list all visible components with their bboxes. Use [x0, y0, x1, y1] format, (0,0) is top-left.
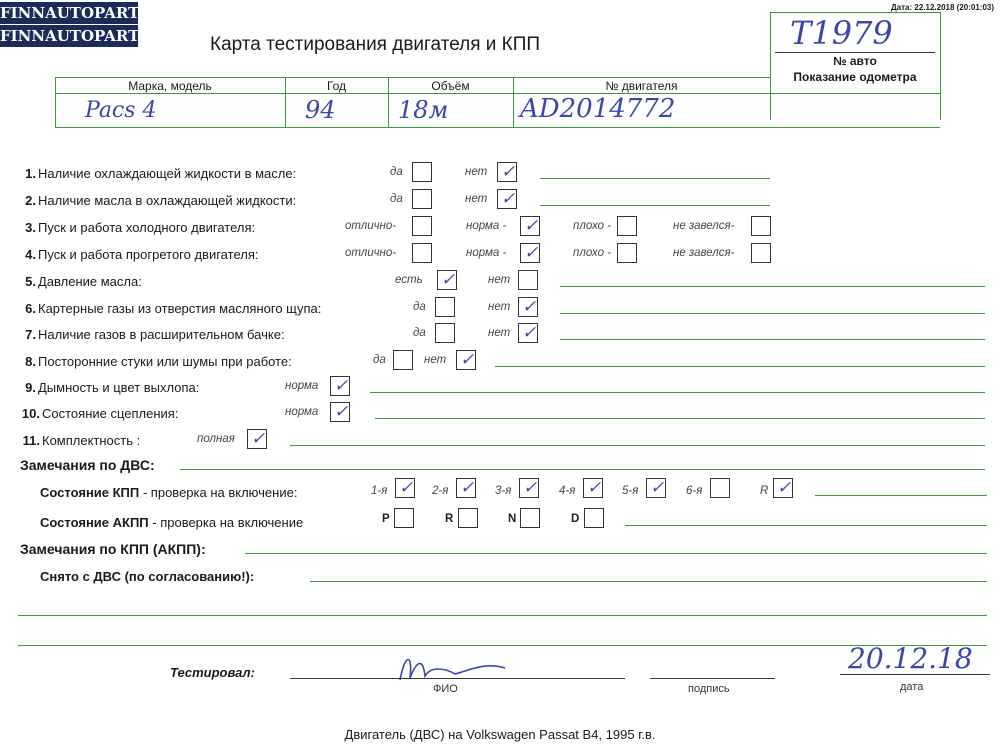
mode-label: P — [382, 513, 390, 525]
check-mark-icon: ✓ — [334, 402, 349, 422]
option-label: норма - — [466, 247, 507, 259]
photo-caption: Двигатель (ДВС) на Volkswagen Passat B4, 1995 г.в. — [344, 727, 656, 742]
divider — [940, 12, 941, 120]
date-stamp: Дата: 22.12.2018 (20:01:03) — [890, 3, 994, 12]
option-label: да — [413, 301, 426, 313]
option-label: нет — [488, 274, 511, 286]
gear-label: 4-я — [559, 485, 576, 497]
divider — [55, 127, 940, 128]
option-label: да — [413, 327, 426, 339]
option-label: норма — [285, 380, 319, 392]
question-text: Посторонние стуки или шумы при работе: — [38, 354, 292, 369]
question-text: Пуск и работа холодного двигателя: — [38, 220, 256, 235]
checkbox[interactable] — [412, 243, 432, 263]
answer-line[interactable] — [540, 178, 770, 179]
divider — [775, 52, 935, 53]
check-mark-icon: ✓ — [334, 376, 349, 396]
removed-line[interactable] — [310, 581, 987, 582]
akpp-line[interactable] — [625, 525, 987, 526]
notes-line[interactable] — [18, 645, 987, 646]
check-mark-icon: ✓ — [523, 478, 538, 498]
question-text: Пуск и работа прогретого двигателя: — [38, 247, 259, 262]
option-label: плохо - — [573, 247, 611, 259]
checkbox[interactable] — [518, 270, 538, 290]
mode-label: D — [571, 513, 580, 525]
divider — [55, 93, 940, 94]
brand-header: Марка, модель — [128, 79, 212, 93]
checkbox[interactable] — [435, 323, 455, 343]
check-mark-icon: ✓ — [522, 323, 537, 343]
tested-by-label: Тестировал: — [170, 665, 255, 680]
year-value: 94 — [305, 96, 336, 124]
mode-checkbox[interactable] — [584, 508, 604, 528]
check-mark-icon: ✓ — [524, 216, 539, 236]
question-text: Наличие масла в охлаждающей жидкости: — [38, 193, 297, 208]
check-mark-icon: ✓ — [460, 478, 475, 498]
gear-label: R — [760, 485, 769, 497]
question-number: 5. — [25, 274, 36, 289]
gear-label: 5-я — [622, 485, 639, 497]
watermark-logo: FINNAUTOPARTS — [0, 27, 151, 45]
car-number-value: T1979 — [790, 14, 893, 52]
akpp-label: Состояние АКПП - проверка на включение — [40, 515, 304, 530]
kpp-line[interactable] — [815, 495, 987, 496]
signature-image — [395, 648, 515, 686]
option-label: нет — [488, 301, 511, 313]
option-label: нет — [465, 166, 488, 178]
answer-line[interactable] — [560, 339, 985, 340]
check-mark-icon: ✓ — [524, 243, 539, 263]
checkbox[interactable] — [751, 243, 771, 263]
checkbox[interactable] — [412, 216, 432, 236]
kpp-remarks-line[interactable] — [245, 553, 987, 554]
option-label: нет — [424, 354, 447, 366]
kpp-remarks-label: Замечания по КПП (АКПП): — [20, 541, 206, 557]
mode-checkbox[interactable] — [458, 508, 478, 528]
check-mark-icon: ✓ — [650, 478, 665, 498]
volume-value: 18м — [398, 96, 449, 124]
sign-line[interactable] — [650, 678, 775, 679]
option-label: полная — [197, 433, 235, 445]
check-mark-icon: ✓ — [587, 478, 602, 498]
watermark-logo: FINNAUTOPARTS — [0, 4, 151, 22]
checkbox[interactable] — [617, 216, 637, 236]
option-label: плохо - — [573, 220, 611, 232]
option-label: отлично- — [345, 220, 397, 232]
question-number: 11. — [22, 433, 40, 448]
option-label: есть — [395, 274, 423, 286]
question-number: 4. — [25, 247, 36, 262]
answer-line[interactable] — [540, 205, 770, 206]
divider — [770, 12, 940, 13]
question-text: Состояние сцепления: — [42, 406, 179, 421]
answer-line[interactable] — [495, 366, 985, 367]
brand-value: Pacs 4 — [85, 98, 157, 123]
check-mark-icon: ✓ — [441, 270, 456, 290]
checkbox[interactable] — [412, 162, 432, 182]
fio-line[interactable] — [290, 678, 625, 679]
page-title: Карта тестирования двигателя и КПП — [210, 34, 541, 55]
removed-label: Снято с ДВС (по согласованию!): — [40, 569, 255, 584]
question-number: 8. — [25, 354, 36, 369]
answer-line[interactable] — [560, 313, 985, 314]
checkbox[interactable] — [751, 216, 771, 236]
engine-number-header: № двигателя — [605, 79, 678, 93]
mode-label: R — [445, 513, 454, 525]
mode-checkbox[interactable] — [520, 508, 540, 528]
question-number: 9. — [25, 380, 36, 395]
question-text: Картерные газы из отверстия масляного щупа: — [38, 301, 322, 316]
odometer-label: Показание одометра — [793, 70, 917, 84]
question-number: 1. — [25, 166, 36, 181]
question-number: 6. — [25, 301, 36, 316]
checkbox[interactable] — [393, 350, 413, 370]
gear-label: 1-я — [371, 485, 388, 497]
checkbox[interactable] — [412, 189, 432, 209]
fio-label: ФИО — [433, 683, 458, 695]
gear-label: 6-я — [686, 485, 703, 497]
check-mark-icon: ✓ — [399, 478, 414, 498]
date-value: 20.12.18 — [848, 642, 973, 675]
check-mark-icon: ✓ — [460, 350, 475, 370]
question-text: Давление масла: — [38, 274, 142, 289]
option-label: да — [373, 354, 386, 366]
divider — [55, 77, 770, 78]
option-label: да — [390, 193, 403, 205]
check-mark-icon: ✓ — [251, 429, 266, 449]
engine-remarks-line[interactable] — [180, 469, 985, 470]
option-label: нет — [488, 327, 511, 339]
option-label: да — [390, 166, 403, 178]
question-text: Наличие охлаждающей жидкости в масле: — [38, 166, 297, 181]
car-number-label: № авто — [833, 54, 877, 68]
notes-line[interactable] — [18, 615, 987, 616]
answer-line[interactable] — [375, 418, 985, 419]
answer-line[interactable] — [290, 445, 985, 446]
mode-label: N — [508, 513, 517, 525]
question-number: 2. — [25, 193, 36, 208]
option-label: не завелся- — [673, 220, 735, 232]
sign-label: подпись — [688, 683, 730, 695]
gear-checkbox[interactable] — [710, 478, 730, 498]
option-label: не завелся- — [673, 247, 735, 259]
answer-line[interactable] — [560, 286, 985, 287]
checkbox[interactable] — [435, 297, 455, 317]
option-label: нет — [465, 193, 488, 205]
year-header: Год — [326, 79, 347, 93]
question-number: 10. — [21, 406, 40, 421]
question-number: 7. — [25, 327, 36, 342]
check-mark-icon: ✓ — [501, 162, 516, 182]
question-text: Наличие газов в расширительном бачке: — [38, 327, 285, 342]
option-label: отлично- — [345, 247, 397, 259]
engine-remarks-label: Замечания по ДВС: — [20, 457, 155, 473]
option-label: норма — [285, 406, 319, 418]
volume-header: Объём — [431, 79, 470, 93]
engine-number-value: AD2014772 — [520, 94, 676, 124]
checkbox[interactable] — [617, 243, 637, 263]
check-mark-icon: ✓ — [777, 478, 792, 498]
date-label: дата — [900, 681, 924, 693]
check-mark-icon: ✓ — [501, 189, 516, 209]
gear-label: 2-я — [432, 485, 449, 497]
gear-label: 3-я — [495, 485, 512, 497]
mode-checkbox[interactable] — [394, 508, 414, 528]
question-number: 3. — [25, 220, 36, 235]
option-label: норма - — [466, 220, 507, 232]
check-mark-icon: ✓ — [522, 297, 537, 317]
kpp-label: Состояние КПП - проверка на включение: — [40, 485, 298, 500]
question-text: Дымность и цвет выхлопа: — [38, 380, 200, 395]
answer-line[interactable] — [370, 392, 985, 393]
question-text: Комплектность : — [42, 433, 141, 448]
